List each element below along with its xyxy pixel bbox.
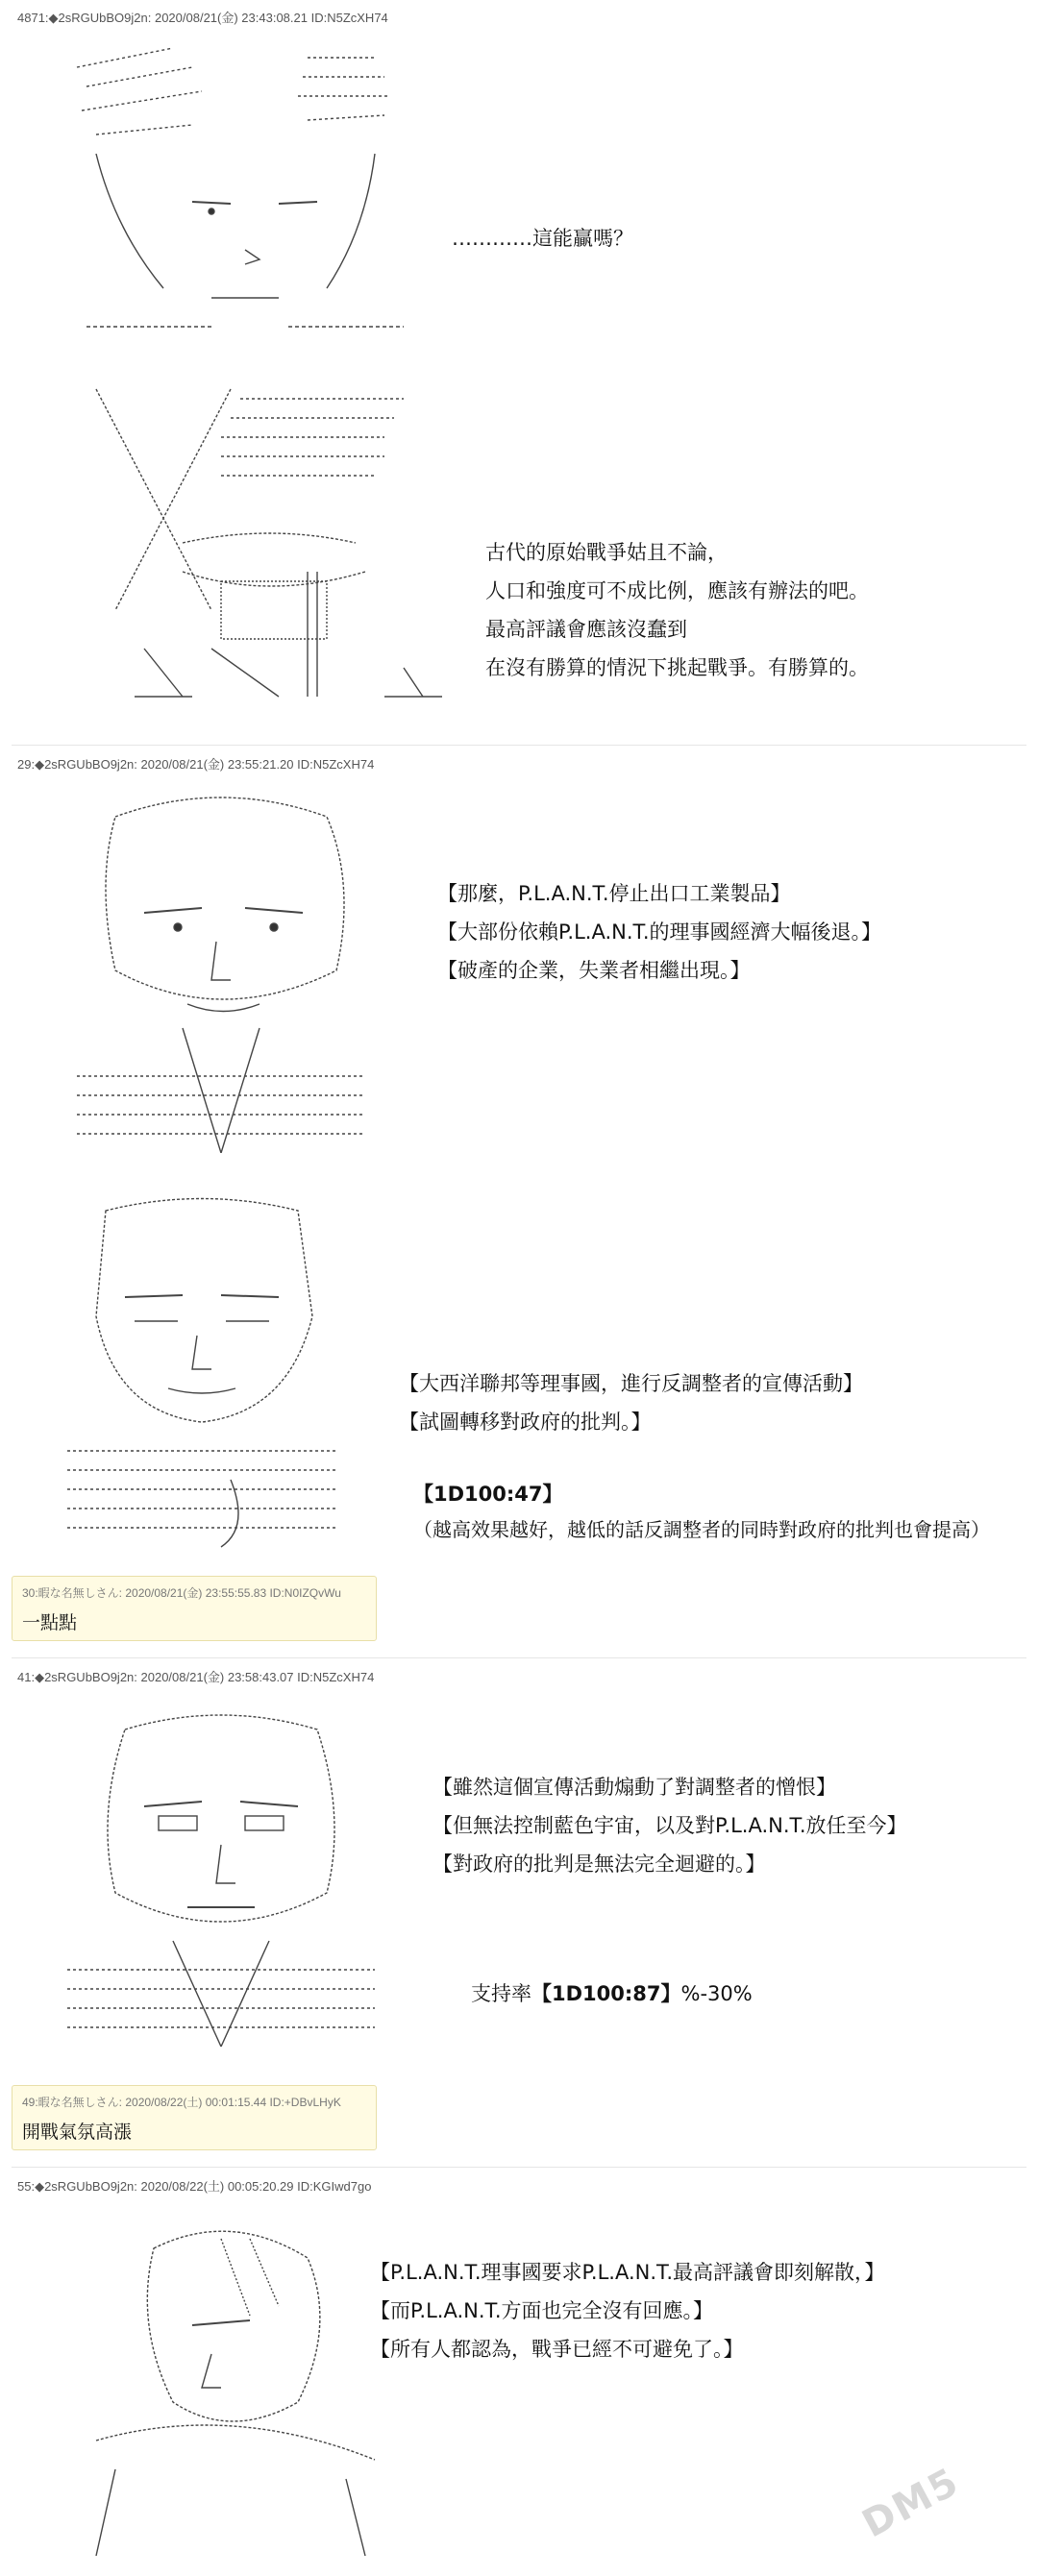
dialog-line: 【P.L.A.N.T.理事國要求P.L.A.N.T.最高評議會即刻解散，】	[370, 2261, 885, 2284]
site-watermark-logo: DM5	[855, 2459, 967, 2547]
dialog-line: 【那麼，P.L.A.N.T.停止出口工業製品】	[437, 882, 791, 905]
dialog-line: 最高評議會應該沒蠢到	[485, 618, 687, 641]
support-dice: 【1D100:87】	[531, 1982, 681, 2005]
post-divider	[12, 2167, 1026, 2168]
ascii-art-face-closeup	[58, 38, 423, 346]
dialog-block	[437, 874, 881, 990]
dialog-block	[452, 219, 633, 258]
dialog-line: …………這能贏嗎？	[452, 227, 633, 250]
post-divider	[12, 1657, 1026, 1658]
dialog-line: 【破產的企業，失業者相繼出現。】	[437, 959, 751, 982]
dice-result: 【1D100:47】	[413, 1483, 563, 1506]
support-value: %-30%	[680, 1982, 753, 2005]
dialog-line: 【所有人都認為，戰爭已經不可避免了。】	[370, 2338, 744, 2361]
dialog-block	[399, 1364, 863, 1441]
dice-note: （越高效果越好，越低的話反調整者的同時對政府的批判也會提高）	[413, 1518, 990, 1541]
reply-body: 開戰氣氛高漲	[22, 2122, 133, 2143]
post-header: 29:◆2sRGUbBO9j2n: 2020/08/21(金) 23:55:21.20 ID:N5ZcXH74	[17, 757, 375, 772]
dialog-line: 【雖然這個宣傳活動煽動了對調整者的憎恨】	[432, 1776, 836, 1799]
reply-header: 30:暇な名無しさん: 2020/08/21(金) 23:55:55.83 ID:N0IZQvWu	[22, 1586, 341, 1600]
post-header: 55:◆2sRGUbBO9j2n: 2020/08/22(土) 00:05:20.29 ID:KGIwd7go	[17, 2179, 372, 2194]
dialog-line: 【試圖轉移對政府的批判。】	[399, 1411, 652, 1434]
reply-header: 49:暇な名無しさん: 2020/08/22(土) 00:01:15.44 ID:+DBvLHyK	[22, 2096, 341, 2109]
ascii-art-man-suit	[58, 788, 384, 1153]
post-header: 4871:◆2sRGUbBO9j2n: 2020/08/21(金) 23:43:08.21 ID:N5ZcXH74	[17, 11, 388, 25]
reply-post	[12, 1576, 377, 1641]
dialog-line: 古代的原始戰爭姑且不論，	[485, 541, 728, 564]
ascii-art-figure-profile	[58, 2210, 404, 2565]
dialog-line: 【大部份依賴P.L.A.N.T.的理事國經濟大幅後退。】	[437, 920, 882, 944]
dialog-line: 【但無法控制藍色宇宙，以及對P.L.A.N.T.放任至今】	[432, 1814, 907, 1837]
dialog-block	[370, 2253, 885, 2368]
support-label: 支持率	[471, 1982, 531, 2005]
reply-body: 一點點	[22, 1612, 78, 1633]
dialog-block	[432, 1768, 907, 1883]
dialog-line: 【大西洋聯邦等理事國，進行反調整者的宣傳活動】	[399, 1372, 863, 1395]
reply-post	[12, 2085, 377, 2150]
dialog-line: 人口和強度可不成比例，應該有辦法的吧。	[485, 579, 869, 602]
dialog-block	[485, 533, 869, 687]
support-rate	[471, 1975, 753, 2013]
post-divider	[12, 745, 1026, 746]
ascii-art-man-stern	[58, 1710, 384, 2056]
dialog-line: 在沒有勝算的情況下挑起戰爭。有勝算的。	[485, 656, 869, 679]
dialog-line: 【而P.L.A.N.T.方面也完全沒有回應。】	[370, 2299, 714, 2322]
ascii-art-pointing-figure	[77, 380, 461, 706]
ascii-art-man-glasses	[58, 1191, 346, 1557]
post-header: 41:◆2sRGUbBO9j2n: 2020/08/21(金) 23:58:43.07 ID:N5ZcXH74	[17, 1670, 375, 1684]
dialog-line: 【對政府的批判是無法完全迴避的。】	[432, 1852, 766, 1876]
